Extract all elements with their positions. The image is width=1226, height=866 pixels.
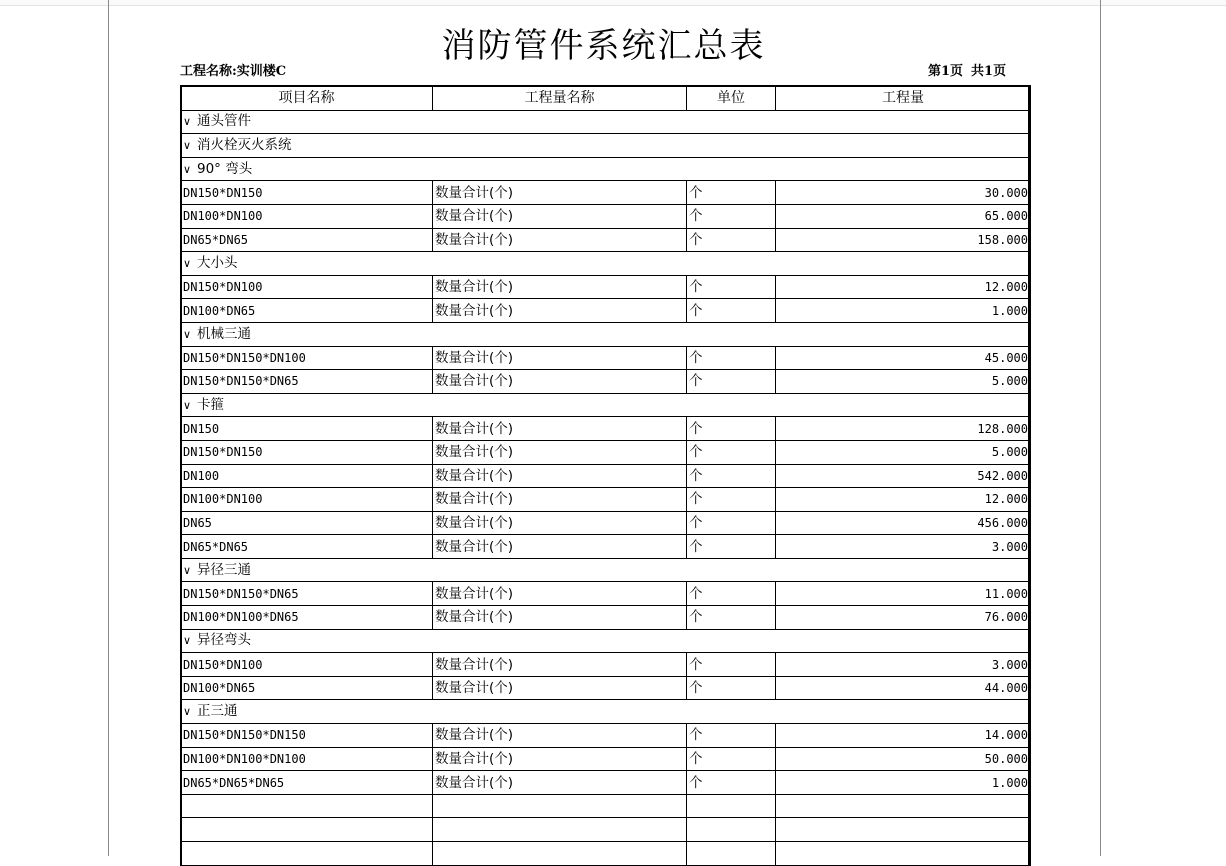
- table-row: [181, 370, 1031, 394]
- unit-cell: 个: [687, 747, 776, 771]
- unit-cell: 个: [687, 582, 776, 606]
- empty-cell: [687, 842, 776, 866]
- fitting-group-toggle[interactable]: [181, 629, 1031, 653]
- group-label: 异径弯头: [197, 632, 251, 649]
- quantity-cell: 542.000: [776, 464, 1031, 488]
- empty-cell: [687, 794, 776, 818]
- table-row: [181, 676, 1031, 700]
- item-spec-cell: DN100*DN100*DN65: [181, 606, 433, 630]
- page-total: 共1页: [971, 64, 1007, 79]
- group-row[interactable]: [181, 252, 1031, 276]
- chevron-down-icon[interactable]: ∨: [183, 162, 192, 176]
- item-spec-cell: DN150*DN150: [181, 440, 433, 464]
- quantity-cell: 158.000: [776, 228, 1031, 252]
- quantity-name-cell: 数量合计(个): [433, 747, 687, 771]
- summary-table: [180, 85, 1031, 866]
- table-row: [181, 181, 1031, 205]
- unit-cell: 个: [687, 370, 776, 394]
- group-label: 异径三通: [197, 561, 251, 578]
- empty-cell: [181, 818, 433, 842]
- table-row: [181, 346, 1031, 370]
- unit-cell: 个: [687, 417, 776, 441]
- empty-row: [181, 794, 1031, 818]
- chevron-down-icon[interactable]: ∨: [183, 634, 192, 648]
- quantity-cell: 30.000: [776, 181, 1031, 205]
- unit-cell: 个: [687, 535, 776, 559]
- item-spec-cell: DN100*DN100*DN100: [181, 747, 433, 771]
- quantity-cell: 128.000: [776, 417, 1031, 441]
- fitting-group-toggle[interactable]: [181, 558, 1031, 582]
- table-row: [181, 535, 1031, 559]
- chevron-down-icon[interactable]: ∨: [183, 563, 192, 577]
- item-spec-cell: DN65: [181, 511, 433, 535]
- table-row: [181, 228, 1031, 252]
- group-label: 通头管件: [197, 113, 251, 130]
- table-row: [181, 771, 1031, 795]
- unit-cell: 个: [687, 488, 776, 512]
- quantity-name-cell: 数量合计(个): [433, 676, 687, 700]
- quantity-name-cell: 数量合计(个): [433, 464, 687, 488]
- quantity-name-cell: 数量合计(个): [433, 181, 687, 205]
- unit-cell: 个: [687, 299, 776, 323]
- unit-cell: 个: [687, 440, 776, 464]
- level1-group-toggle[interactable]: [181, 110, 1031, 134]
- quantity-cell: 12.000: [776, 488, 1031, 512]
- table-row: [181, 606, 1031, 630]
- chevron-down-icon[interactable]: ∨: [183, 138, 192, 152]
- group-row[interactable]: [181, 322, 1031, 346]
- empty-cell: [687, 818, 776, 842]
- table-row: [181, 204, 1031, 228]
- item-spec-cell: DN150: [181, 417, 433, 441]
- unit-cell: 个: [687, 275, 776, 299]
- quantity-cell: 3.000: [776, 653, 1031, 677]
- unit-cell: 个: [687, 606, 776, 630]
- item-spec-cell: DN150*DN150*DN100: [181, 346, 433, 370]
- quantity-cell: 45.000: [776, 346, 1031, 370]
- empty-row: [181, 842, 1031, 866]
- table-row: [181, 511, 1031, 535]
- quantity-cell: 12.000: [776, 275, 1031, 299]
- table-row: [181, 747, 1031, 771]
- group-label: 消火栓灭火系统: [197, 136, 292, 153]
- quantity-name-cell: 数量合计(个): [433, 417, 687, 441]
- item-spec-cell: DN65*DN65: [181, 228, 433, 252]
- item-spec-cell: DN150*DN150: [181, 181, 433, 205]
- fitting-group-toggle[interactable]: [181, 393, 1031, 417]
- quantity-cell: 456.000: [776, 511, 1031, 535]
- table-row: [181, 653, 1031, 677]
- quantity-name-cell: 数量合计(个): [433, 370, 687, 394]
- fitting-group-toggle[interactable]: [181, 157, 1031, 181]
- empty-cell: [181, 794, 433, 818]
- group-row[interactable]: [181, 110, 1031, 134]
- empty-cell: [181, 842, 433, 866]
- item-spec-cell: DN65*DN65: [181, 535, 433, 559]
- quantity-cell: 1.000: [776, 299, 1031, 323]
- page-left-border: [108, 0, 109, 856]
- header-item-name: 项目名称: [181, 86, 433, 110]
- quantity-name-cell: 数量合计(个): [433, 771, 687, 795]
- item-spec-cell: DN150*DN100: [181, 275, 433, 299]
- quantity-name-cell: 数量合计(个): [433, 606, 687, 630]
- quantity-name-cell: 数量合计(个): [433, 653, 687, 677]
- empty-cell: [433, 842, 687, 866]
- header-unit: 单位: [687, 86, 776, 110]
- quantity-cell: 5.000: [776, 440, 1031, 464]
- page-indicator: [928, 60, 1014, 79]
- quantity-name-cell: 数量合计(个): [433, 440, 687, 464]
- report-title: 消防管件系统汇总表: [441, 26, 766, 66]
- fitting-group-toggle[interactable]: [181, 252, 1031, 276]
- quantity-name-cell: 数量合计(个): [433, 275, 687, 299]
- unit-cell: 个: [687, 204, 776, 228]
- empty-cell: [776, 842, 1031, 866]
- group-label: 正三通: [197, 703, 238, 720]
- table-row: [181, 440, 1031, 464]
- quantity-name-cell: 数量合计(个): [433, 535, 687, 559]
- project-name: 工程名称:实训楼C: [180, 64, 287, 79]
- group-label: 机械三通: [197, 325, 251, 342]
- table-row: [181, 582, 1031, 606]
- item-spec-cell: DN100*DN65: [181, 676, 433, 700]
- group-row[interactable]: [181, 700, 1031, 724]
- item-spec-cell: DN150*DN150*DN150: [181, 724, 433, 748]
- unit-cell: 个: [687, 181, 776, 205]
- level2-group-toggle[interactable]: [181, 134, 1031, 158]
- unit-cell: 个: [687, 228, 776, 252]
- chevron-down-icon[interactable]: ∨: [183, 256, 192, 270]
- quantity-name-cell: 数量合计(个): [433, 204, 687, 228]
- quantity-name-cell: 数量合计(个): [433, 724, 687, 748]
- table-row: [181, 299, 1031, 323]
- table-row: [181, 488, 1031, 512]
- table-row: [181, 724, 1031, 748]
- table-row: [181, 275, 1031, 299]
- empty-cell: [776, 818, 1031, 842]
- table-body: [181, 110, 1031, 865]
- item-spec-cell: DN150*DN150*DN65: [181, 582, 433, 606]
- empty-cell: [433, 818, 687, 842]
- chevron-down-icon[interactable]: ∨: [183, 115, 192, 129]
- empty-row: [181, 818, 1031, 842]
- quantity-cell: 50.000: [776, 747, 1031, 771]
- quantity-cell: 65.000: [776, 204, 1031, 228]
- item-spec-cell: DN150*DN150*DN65: [181, 370, 433, 394]
- quantity-name-cell: 数量合计(个): [433, 228, 687, 252]
- group-label: 90° 弯头: [197, 160, 253, 177]
- item-spec-cell: DN100: [181, 464, 433, 488]
- quantity-cell: 76.000: [776, 606, 1031, 630]
- group-label: 卡箍: [197, 396, 224, 413]
- unit-cell: 个: [687, 511, 776, 535]
- empty-cell: [776, 794, 1031, 818]
- group-row[interactable]: [181, 558, 1031, 582]
- chevron-down-icon[interactable]: ∨: [183, 705, 192, 719]
- unit-cell: 个: [687, 464, 776, 488]
- header-quantity: 工程量: [776, 86, 1031, 110]
- quantity-cell: 11.000: [776, 582, 1031, 606]
- page-right-border: [1100, 0, 1101, 856]
- quantity-name-cell: 数量合计(个): [433, 488, 687, 512]
- item-spec-cell: DN100*DN100: [181, 488, 433, 512]
- group-label: 大小头: [197, 254, 238, 271]
- empty-cell: [433, 794, 687, 818]
- unit-cell: 个: [687, 676, 776, 700]
- group-row[interactable]: [181, 393, 1031, 417]
- fitting-group-toggle[interactable]: [181, 700, 1031, 724]
- quantity-cell: 5.000: [776, 370, 1031, 394]
- unit-cell: 个: [687, 724, 776, 748]
- quantity-name-cell: 数量合计(个): [433, 511, 687, 535]
- quantity-cell: 1.000: [776, 771, 1031, 795]
- chevron-down-icon[interactable]: ∨: [183, 327, 192, 341]
- quantity-cell: 3.000: [776, 535, 1031, 559]
- unit-cell: 个: [687, 771, 776, 795]
- quantity-name-cell: 数量合计(个): [433, 299, 687, 323]
- viewer-top-strip: [0, 0, 1226, 6]
- item-spec-cell: DN100*DN65: [181, 299, 433, 323]
- quantity-name-cell: 数量合计(个): [433, 582, 687, 606]
- quantity-cell: 14.000: [776, 724, 1031, 748]
- group-row[interactable]: [181, 134, 1031, 158]
- item-spec-cell: DN100*DN100: [181, 204, 433, 228]
- unit-cell: 个: [687, 653, 776, 677]
- table-row: [181, 464, 1031, 488]
- table-row: [181, 417, 1031, 441]
- quantity-name-cell: 数量合计(个): [433, 346, 687, 370]
- table-header-row: [181, 86, 1031, 110]
- fitting-group-toggle[interactable]: [181, 322, 1031, 346]
- chevron-down-icon[interactable]: ∨: [183, 398, 192, 412]
- item-spec-cell: DN150*DN100: [181, 653, 433, 677]
- group-row[interactable]: [181, 157, 1031, 181]
- header-quantity-name: 工程量名称: [433, 86, 687, 110]
- group-row[interactable]: [181, 629, 1031, 653]
- page-number: 第1页: [928, 64, 964, 79]
- item-spec-cell: DN65*DN65*DN65: [181, 771, 433, 795]
- unit-cell: 个: [687, 346, 776, 370]
- quantity-cell: 44.000: [776, 676, 1031, 700]
